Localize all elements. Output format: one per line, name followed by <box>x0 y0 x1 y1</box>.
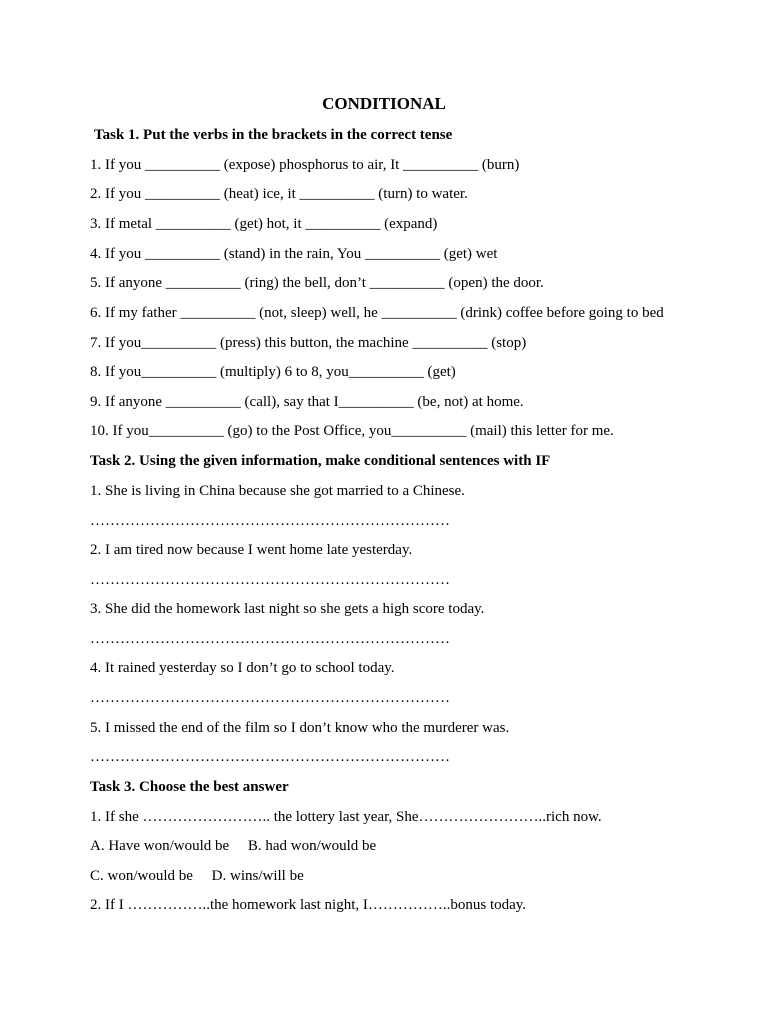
task2-answer-line-4: ……………………………………………………………… <box>90 690 450 706</box>
task2-answer-line-2: ……………………………………………………………… <box>90 572 450 588</box>
task2-item-5: 5. I missed the end of the film so I don’t know who the murderer was. <box>90 720 510 736</box>
task1-item-10: 10. If you__________ (go) to the Post Office, you__________ (mail) this letter for me. <box>90 423 614 439</box>
task2-item-4: 4. It rained yesterday so I don’t go to school today. <box>90 660 395 676</box>
task1-item-6: 6. If my father __________ (not, sleep) well, he __________ (drink) coffee before going to bed <box>90 305 664 321</box>
task1-heading: Task 1. Put the verbs in the brackets in the correct tense <box>94 127 453 143</box>
task1-item-9: 9. If anyone __________ (call), say that I__________ (be, not) at home. <box>90 394 524 410</box>
task3-heading: Task 3. Choose the best answer <box>90 779 289 795</box>
task2-answer-line-5: ……………………………………………………………… <box>90 749 450 765</box>
task3-question-1: 1. If she …………………….. the lottery last year, She……………………..rich now. <box>90 809 602 825</box>
task3-q1-options-ab: A. Have won/would be B. had won/would be <box>90 838 377 854</box>
task1-item-3: 3. If metal __________ (get) hot, it __________ (expand) <box>90 216 438 232</box>
task1-item-2: 2. If you __________ (heat) ice, it __________ (turn) to water. <box>90 186 468 202</box>
task2-answer-line-3: ……………………………………………………………… <box>90 631 450 647</box>
task2-answer-line-1: ……………………………………………………………… <box>90 513 450 529</box>
task2-item-3: 3. She did the homework last night so she gets a high score today. <box>90 601 485 617</box>
task1-item-4: 4. If you __________ (stand) in the rain, You __________ (get) wet <box>90 246 498 262</box>
task2-heading: Task 2. Using the given information, make conditional sentences with IF <box>90 453 551 469</box>
task1-item-8: 8. If you__________ (multiply) 6 to 8, you__________ (get) <box>90 364 456 380</box>
task3-question-2: 2. If I ……………..the homework last night, I……………..bonus today. <box>90 897 527 913</box>
task3-q1-options-cd: C. won/would be D. wins/will be <box>90 868 304 884</box>
page-title: CONDITIONAL <box>322 94 446 113</box>
task2-item-1: 1. She is living in China because she got married to a Chinese. <box>90 483 465 499</box>
task2-item-2: 2. I am tired now because I went home late yesterday. <box>90 542 413 558</box>
task1-item-5: 5. If anyone __________ (ring) the bell, don’t __________ (open) the door. <box>90 275 544 291</box>
task1-item-7: 7. If you__________ (press) this button, the machine __________ (stop) <box>90 335 527 351</box>
task1-item-1: 1. If you __________ (expose) phosphorus to air, It __________ (burn) <box>90 157 520 173</box>
